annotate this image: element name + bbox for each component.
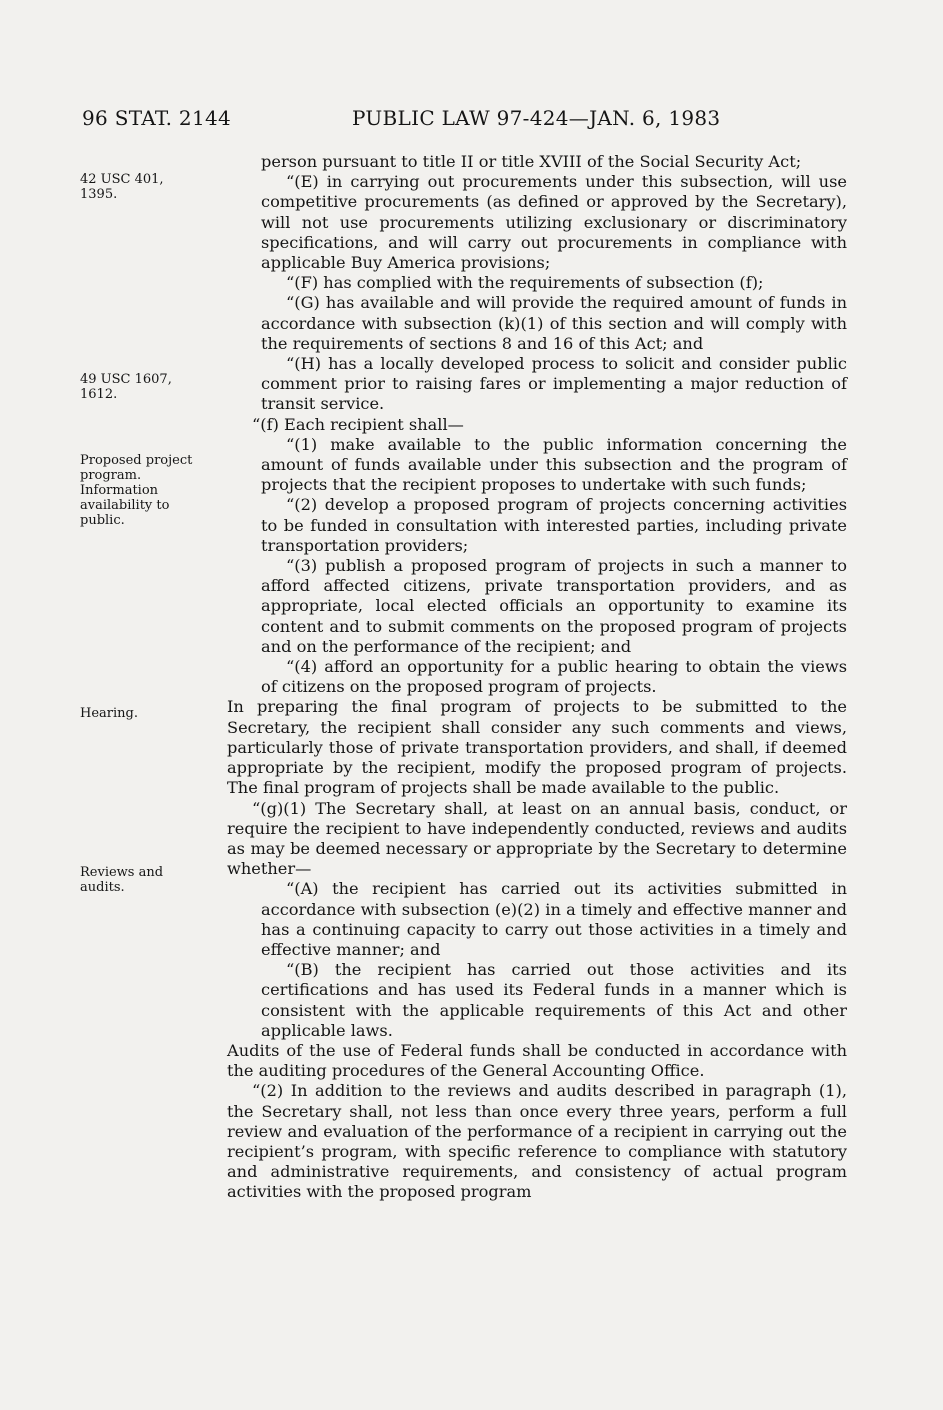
clause-e: “(E) in carrying out procurements under this subsection, will use competitive procurements (as defined or approved by the Secretary), will not use procurements utilizing exclusionary or discriminatory specifications, and will carry out procurements in compliance with applicable Buy America provisions;	[261, 172, 847, 273]
subsection-f-4: “(4) afford an opportunity for a public hearing to obtain the views of citizens on the proposed program of projects.	[261, 657, 847, 697]
subsection-f-3: “(3) publish a proposed program of projects in such a manner to afford affected citizens, private transportation providers, and as appropriate, local elected officials an opportunity to examine its content and to submit comments on the proposed program of projects and on the performance of the recipient; and	[261, 556, 847, 656]
subsection-f-intro: “(f) Each recipient shall—	[252, 414, 464, 434]
final-program-paragraph: In preparing the final program of projects to be submitted to the Secretary, the recipient shall consider any such comments and views, particularly those of private transportation providers, and shall, if deemed appropriate by the recipient, modify the proposed program of projects. The final program of projects shall be made available to the public.	[227, 697, 847, 798]
subsection-g-1-b: “(B) the recipient has carried out those activities and its certifications and has used its Federal funds in a manner which is consistent with the applicable requirements of this Act and other applicable laws.	[261, 960, 847, 1040]
subsection-g-2: “(2) In addition to the reviews and audits described in paragraph (1), the Secretary shall, not less than once every three years, perform a full review and evaluation of the performance of a recipient in carrying out the recipient’s program, with specific reference to compliance with statutory and administrative requirements, and consistency of actual program activities with the proposed program	[227, 1081, 847, 1202]
subsection-f-2: “(2) develop a proposed program of projects concerning activities to be funded in consultation with interested parties, including private transportation providers;	[261, 495, 847, 555]
margin-note-42-usc: 42 USC 401, 1395.	[80, 172, 164, 202]
statute-body-text	[227, 152, 847, 1203]
statute-page-number: 96 STAT. 2144	[82, 106, 232, 130]
subsection-f-1: “(1) make available to the public information concerning the amount of funds available under this subsection and the program of projects that the recipient proposes to undertake with such funds;	[261, 434, 847, 495]
paragraph-continuation: person pursuant to title II or title XVIII of the Social Security Act;	[261, 152, 802, 171]
margin-note-reviews-audits: Reviews and audits.	[80, 865, 164, 895]
clause-h: “(H) has a locally developed process to solicit and consider public comment prior to raising fares or implementing a major reduction of transit service.	[261, 354, 847, 414]
subsection-g-1-a: “(A) the recipient has carried out its activities submitted in accordance with subsection (e)(2) in a timely and effective manner and has a continuing capacity to carry out those activities in a timely and effective manner; and	[261, 879, 847, 959]
margin-note-proposed-program: Proposed project program. Information availability to public.	[80, 453, 193, 528]
clause-f: “(F) has complied with the requirements of subsection (f);	[286, 273, 764, 293]
audits-paragraph: Audits of the use of Federal funds shall be conducted in accordance with the auditing procedures of the General Accounting Office.	[227, 1040, 847, 1081]
page-header	[82, 106, 762, 136]
running-title: PUBLIC LAW 97-424—JAN. 6, 1983	[352, 106, 721, 130]
margin-note-49-usc: 49 USC 1607, 1612.	[80, 372, 172, 402]
clause-g: “(G) has available and will provide the required amount of funds in accordance with subsection (k)(1) of this section and will comply with the requirements of sections 8 and 16 of this Act; and	[261, 293, 847, 353]
subsection-g-1: “(g)(1) The Secretary shall, at least on an annual basis, conduct, or require the recipient to have independently conducted, reviews and audits as may be deemed necessary or appropriate by the Secretary to determine whether—	[227, 798, 847, 879]
margin-note-hearing: Hearing.	[80, 706, 138, 721]
